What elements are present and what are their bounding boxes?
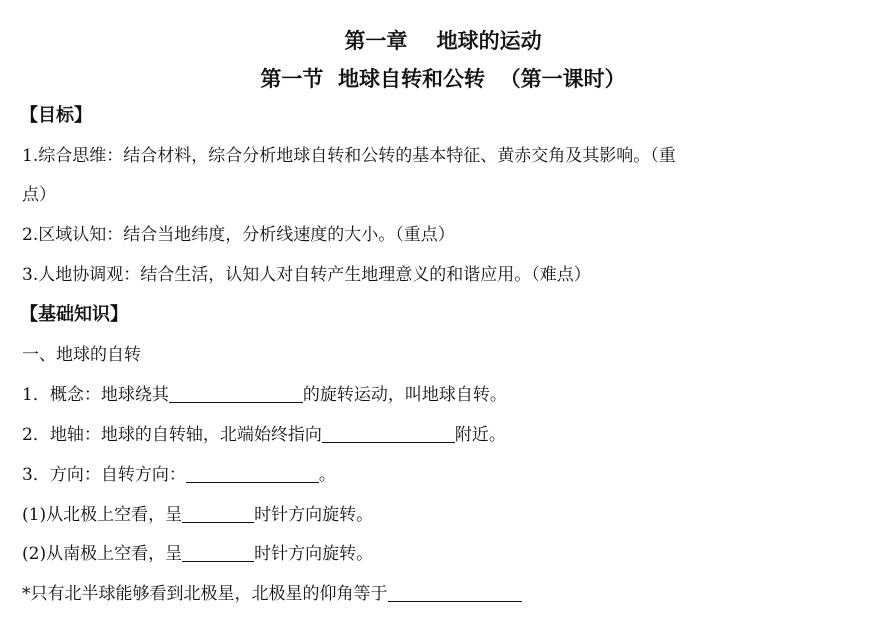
question-3-2-suffix: 时针方向旋转。	[254, 544, 374, 564]
answer-blank-axis[interactable]	[169, 384, 303, 403]
goal-line-1: 1.综合思维：结合材料，综合分析地球自转和公转的基本特征、黄赤交角及其影响。（重	[22, 146, 676, 166]
answer-blank-polaris-elevation[interactable]	[388, 583, 522, 602]
question-2-prefix: 2．地轴：地球的自转轴，北端始终指向	[22, 425, 322, 445]
chapter-title: 第一章 地球的运动	[344, 29, 542, 53]
question-3-2-prefix: (2)从南极上空看，呈	[22, 544, 183, 564]
goal-line-1-continued: 点）	[22, 185, 56, 205]
question-2	[22, 422, 506, 448]
question-2-suffix: 附近。	[454, 425, 506, 445]
question-3-1-prefix: (1)从北极上空看，呈	[22, 505, 183, 525]
question-1-suffix: 的旋转运动，叫地球自转。	[302, 385, 507, 405]
rotation-subheading: 一、地球的自转	[22, 345, 141, 365]
question-3-prefix: 3．方向：自转方向：	[22, 465, 186, 485]
question-3-2	[22, 541, 373, 567]
goal-line-3: 3.人地协调观：结合生活，认知人对自转产生地理意义的和谐应用。（难点）	[22, 265, 591, 285]
goal-line-2: 2.区域认知：结合当地纬度，分析线速度的大小。（重点）	[22, 225, 455, 245]
answer-blank-north-pole-view[interactable]	[182, 504, 254, 523]
polaris-note-text: *只有北半球能够看到北极星，北极星的仰角等于	[22, 584, 388, 604]
question-3	[22, 462, 336, 488]
answer-blank-south-pole-view[interactable]	[182, 543, 254, 562]
question-1-prefix: 1．概念：地球绕其	[22, 385, 169, 405]
question-3-suffix: 。	[318, 465, 336, 485]
question-3-1	[22, 502, 373, 528]
polaris-note	[22, 581, 522, 607]
answer-blank-rotation-direction[interactable]	[186, 464, 319, 483]
answer-blank-north-direction[interactable]	[322, 424, 455, 443]
question-3-1-suffix: 时针方向旋转。	[254, 505, 374, 525]
basics-heading: 【基础知识】	[20, 304, 128, 325]
goals-heading: 【目标】	[20, 105, 92, 126]
section-title: 第一节 地球自转和公转 （第一课时）	[260, 67, 626, 91]
question-1	[22, 382, 507, 408]
